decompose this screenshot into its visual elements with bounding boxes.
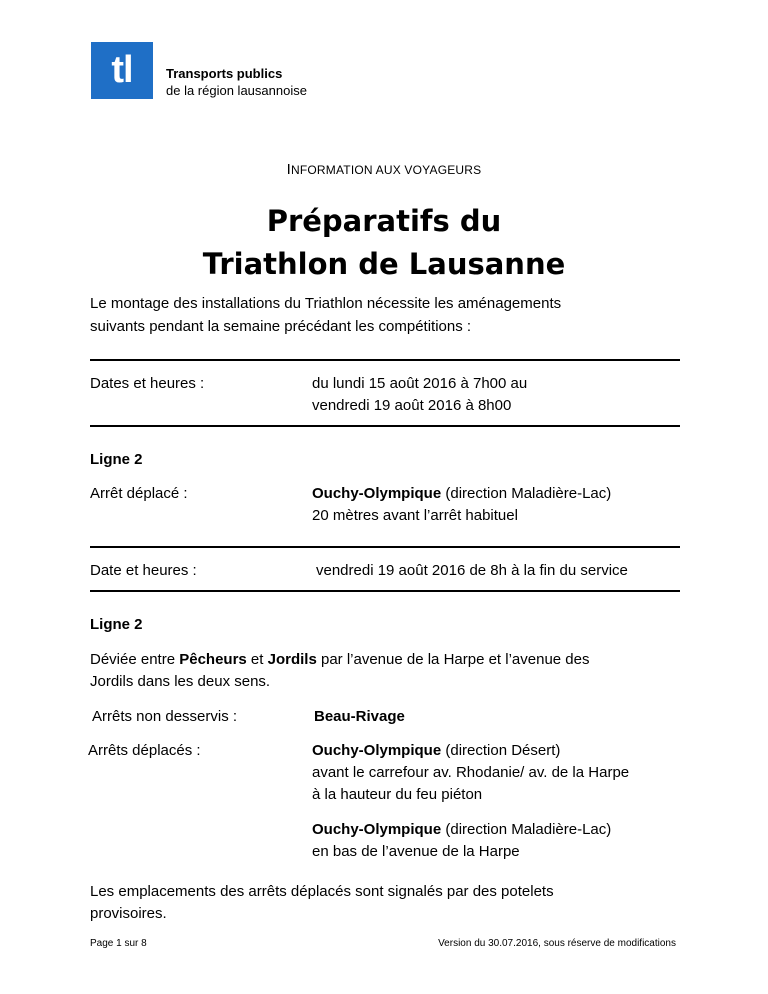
tl-logo bbox=[91, 42, 153, 99]
divider bbox=[90, 590, 680, 592]
line-heading: Ligne 2 bbox=[90, 616, 143, 633]
version-note: Version du 30.07.2016, sous réserve de modifications bbox=[438, 938, 676, 949]
stop-name: Jordils bbox=[267, 651, 317, 668]
dates-value-line2: vendredi 19 août 2016 à 8h00 bbox=[312, 397, 512, 414]
stop-name: Ouchy-Olympique bbox=[312, 742, 442, 759]
date-value: vendredi 19 août 2016 de 8h à la fin du service bbox=[316, 562, 628, 579]
stop-name: Ouchy-Olympique bbox=[312, 821, 442, 838]
info-heading bbox=[0, 161, 768, 178]
moved-stop-2-line2: en bas de l’avenue de la Harpe bbox=[312, 843, 520, 860]
closing-line2: provisoires. bbox=[90, 905, 167, 922]
stop-name: Ouchy-Olympique bbox=[312, 485, 442, 502]
deviation-text: par l’avenue de la Harpe et l’avenue des bbox=[316, 651, 590, 668]
deviation-line1 bbox=[90, 649, 680, 670]
stop-direction: (direction Désert) bbox=[441, 742, 561, 759]
org-name-line1: Transports publics bbox=[166, 66, 283, 81]
moved-stop-value bbox=[312, 483, 611, 504]
moved-stop-note: 20 mètres avant l’arrêt habituel bbox=[312, 507, 518, 524]
dates-value-line1: du lundi 15 août 2016 à 7h00 au bbox=[312, 375, 528, 392]
not-served-label: Arrêts non desservis : bbox=[92, 708, 238, 725]
info-heading-initial: I bbox=[286, 161, 291, 178]
org-name-line2: de la région lausannoise bbox=[166, 83, 307, 98]
deviation-text: et bbox=[246, 651, 268, 668]
not-served-value: Beau-Rivage bbox=[314, 708, 405, 725]
line-heading: Ligne 2 bbox=[90, 451, 143, 468]
moved-stops-label: Arrêts déplacés : bbox=[88, 742, 201, 759]
moved-stop-1 bbox=[312, 740, 560, 761]
deviation-text: Déviée entre bbox=[90, 651, 180, 668]
moved-stop-label: Arrêt déplacé : bbox=[90, 485, 188, 502]
page-number: Page 1 sur 8 bbox=[90, 938, 147, 949]
deviation-line2: Jordils dans les deux sens. bbox=[90, 673, 271, 690]
page-title-line2: Triathlon de Lausanne bbox=[202, 247, 566, 281]
divider bbox=[90, 359, 680, 361]
stop-name: Pêcheurs bbox=[179, 651, 247, 668]
page-title-line1: Préparatifs du bbox=[266, 204, 502, 238]
info-heading-rest: NFORMATION AUX VOYAGEURS bbox=[290, 163, 482, 177]
stop-direction: (direction Maladière-Lac) bbox=[441, 485, 612, 502]
moved-stop-2 bbox=[312, 819, 611, 840]
divider bbox=[90, 425, 680, 427]
date-label: Date et heures : bbox=[90, 562, 197, 579]
moved-stop-1-line3: à la hauteur du feu piéton bbox=[312, 786, 483, 803]
dates-label: Dates et heures : bbox=[90, 375, 205, 392]
closing-line1: Les emplacements des arrêts déplacés sont signalés par des potelets bbox=[90, 883, 554, 900]
logo-text: tl bbox=[111, 48, 133, 91]
intro-line1: Le montage des installations du Triathlon nécessite les aménagements bbox=[90, 295, 562, 312]
moved-stop-1-line2: avant le carrefour av. Rhodanie/ av. de la Harpe bbox=[312, 764, 630, 781]
divider bbox=[90, 546, 680, 548]
stop-direction: (direction Maladière-Lac) bbox=[441, 821, 612, 838]
intro-line2: suivants pendant la semaine précédant les compétitions : bbox=[90, 318, 472, 335]
